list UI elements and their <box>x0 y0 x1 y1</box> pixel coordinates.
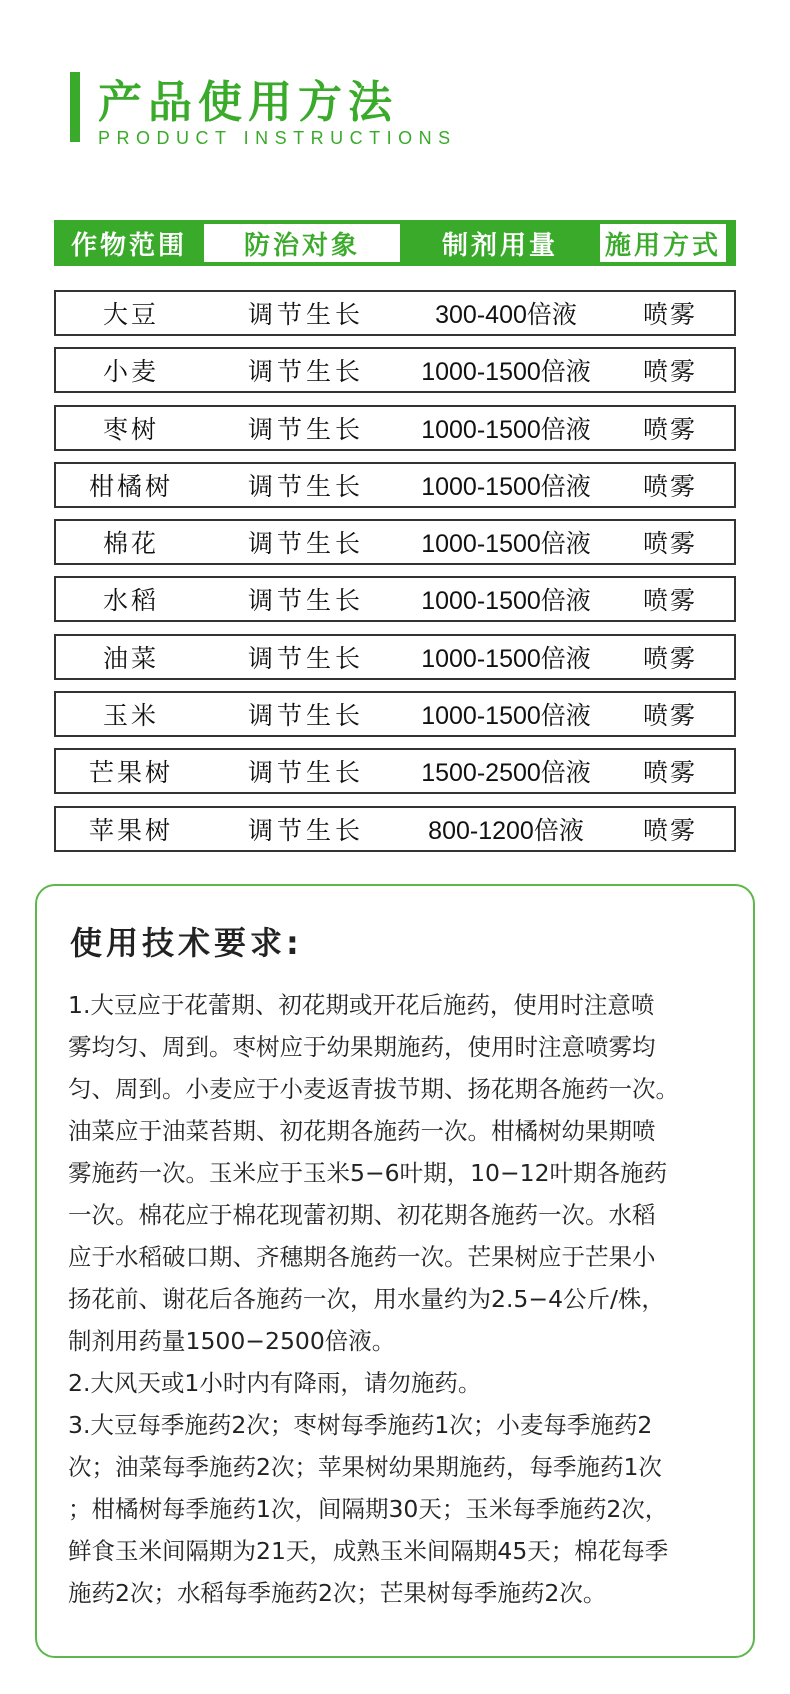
column-header-method: 施用方式 <box>600 224 726 262</box>
table-row <box>54 748 736 794</box>
cell-target: 调节生长 <box>247 758 364 788</box>
column-header-dosage: 制剂用量 <box>441 230 558 261</box>
notes-line: 油菜应于油菜苔期、初花期各施药一次。柑橘树幼果期喷 <box>68 1117 656 1145</box>
cell-crop: 水稻 <box>102 586 159 616</box>
table-row <box>54 634 736 680</box>
notes-line: 匀、周到。小麦应于小麦返青拔节期、扬花期各施药一次。 <box>68 1075 679 1103</box>
cell-dosage: 300-400倍液 <box>435 301 577 329</box>
table-row <box>54 519 736 565</box>
notes-line: 雾施药一次。玉米应于玉米5−6叶期，10−12叶期各施药 <box>68 1159 668 1187</box>
cell-crop: 棉花 <box>102 529 159 559</box>
cell-method: 喷雾 <box>642 586 697 616</box>
usage-notes-body <box>68 984 742 1614</box>
notes-line: 施药2次；水稻每季施药2次；芒果树每季施药2次。 <box>68 1579 607 1607</box>
column-header-crop: 作物范围 <box>70 230 187 261</box>
cell-target: 调节生长 <box>247 357 364 387</box>
notes-line: 应于水稻破口期、齐穗期各施药一次。芒果树应于芒果小 <box>68 1243 656 1271</box>
cell-method: 喷雾 <box>642 414 697 444</box>
cell-target: 调节生长 <box>247 701 364 731</box>
notes-line: ；柑橘树每季施药1次，间隔期30天；玉米每季施药2次， <box>68 1495 669 1523</box>
cell-dosage: 1000-1500倍液 <box>421 415 591 444</box>
cell-crop: 玉米 <box>102 701 159 731</box>
table-row <box>54 347 736 393</box>
notes-line: 鲜食玉米间隔期为21天，成熟玉米间隔期45天；棉花每季 <box>68 1537 669 1565</box>
cell-crop: 油菜 <box>102 643 159 673</box>
notes-line: 1.大豆应于花蕾期、初花期或开花后施药，使用时注意喷 <box>68 991 655 1019</box>
cell-crop: 大豆 <box>102 300 159 329</box>
table-body <box>54 290 736 863</box>
cell-method: 喷雾 <box>642 701 697 731</box>
cell-dosage: 1000-1500倍液 <box>421 587 591 616</box>
table-row <box>54 462 736 508</box>
title-accent-bar <box>70 72 80 142</box>
usage-notes-title: 使用技术要求: <box>70 924 303 962</box>
cell-method: 喷雾 <box>642 758 697 788</box>
cell-dosage: 1500-2500倍液 <box>421 759 591 788</box>
cell-dosage: 1000-1500倍液 <box>421 644 591 673</box>
page-subtitle: PRODUCT INSTRUCTIONS <box>98 128 457 148</box>
notes-line: 2.大风天或1小时内有降雨，请勿施药。 <box>68 1369 482 1397</box>
column-header-target: 防治对象 <box>204 224 400 262</box>
table-row <box>54 691 736 737</box>
table-header <box>54 220 736 266</box>
cell-dosage: 1000-1500倍液 <box>421 358 591 387</box>
cell-target: 调节生长 <box>247 586 364 616</box>
cell-crop: 小麦 <box>102 357 159 387</box>
page-title: 产品使用方法 <box>98 77 398 128</box>
cell-dosage: 1000-1500倍液 <box>421 530 591 559</box>
cell-method: 喷雾 <box>642 471 697 501</box>
notes-line: 雾均匀、周到。枣树应于幼果期施药，使用时注意喷雾均 <box>68 1033 656 1061</box>
cell-target: 调节生长 <box>247 643 364 673</box>
cell-target: 调节生长 <box>247 815 364 845</box>
cell-target: 调节生长 <box>247 471 364 501</box>
cell-crop: 柑橘树 <box>88 471 173 501</box>
cell-target: 调节生长 <box>247 414 364 444</box>
notes-line: 次；油菜每季施药2次；苹果树幼果期施药，每季施药1次 <box>68 1453 662 1481</box>
cell-method: 喷雾 <box>642 300 697 329</box>
cell-dosage: 800-1200倍液 <box>428 816 584 845</box>
cell-dosage: 1000-1500倍液 <box>421 472 591 501</box>
cell-method: 喷雾 <box>642 357 697 387</box>
table-row <box>54 576 736 622</box>
cell-crop: 芒果树 <box>88 758 173 788</box>
cell-target: 调节生长 <box>247 300 364 329</box>
cell-dosage: 1000-1500倍液 <box>421 702 591 731</box>
notes-line: 扬花前、谢花后各施药一次，用水量约为2.5−4公斤/株， <box>68 1285 665 1313</box>
cell-target: 调节生长 <box>247 529 364 559</box>
cell-method: 喷雾 <box>642 643 697 673</box>
notes-line: 3.大豆每季施药2次；枣树每季施药1次；小麦每季施药2 <box>68 1411 653 1439</box>
cell-method: 喷雾 <box>642 529 697 559</box>
cell-crop: 枣树 <box>102 414 159 444</box>
table-row <box>54 806 736 852</box>
cell-method: 喷雾 <box>642 815 697 845</box>
cell-crop: 苹果树 <box>88 815 173 845</box>
table-row <box>54 290 736 336</box>
table-row <box>54 405 736 451</box>
notes-line: 一次。棉花应于棉花现蕾初期、初花期各施药一次。水稻 <box>68 1201 656 1229</box>
notes-line: 制剂用药量1500−2500倍液。 <box>68 1327 396 1355</box>
